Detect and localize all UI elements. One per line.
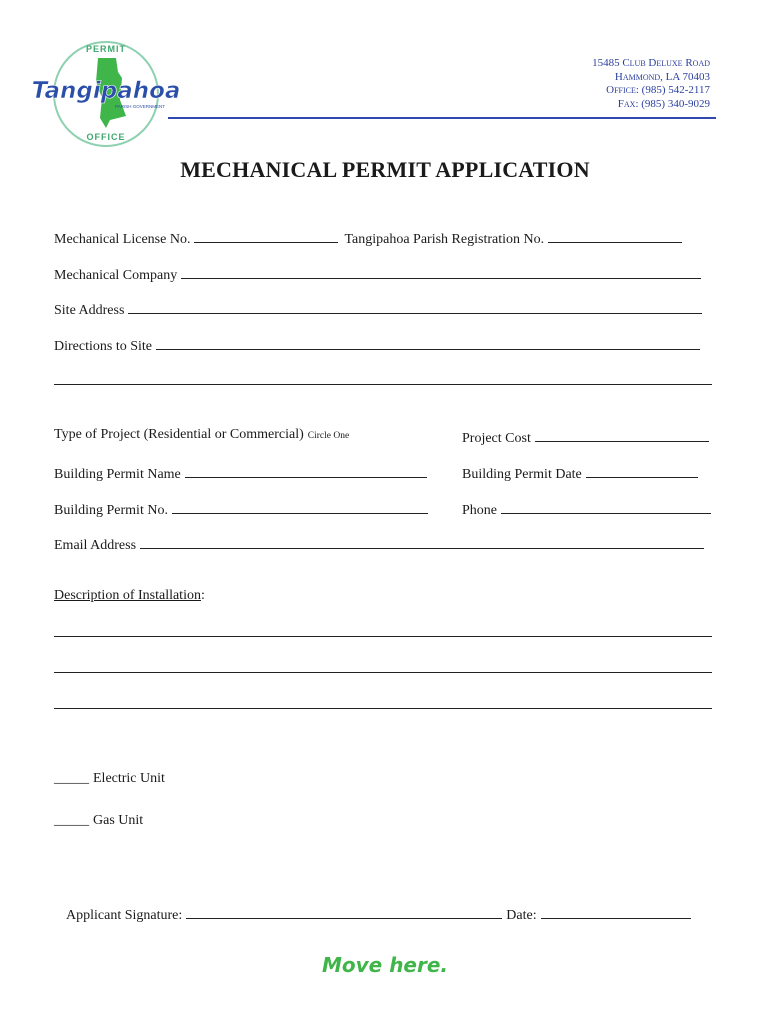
license-row <box>54 228 682 248</box>
parish-reg-label: Tangipahoa Parish Registration No. <box>344 232 545 247</box>
company-label: Mechanical Company <box>54 268 178 283</box>
circle-one-note: Circle One <box>307 431 350 441</box>
project-type-row <box>54 427 349 443</box>
bp-date-row <box>462 463 698 483</box>
office-address <box>592 57 710 111</box>
project-type-label: Type of Project (Residential or Commercial) <box>54 427 304 442</box>
company-field[interactable] <box>181 264 701 279</box>
bp-date-label: Building Permit Date <box>462 467 582 482</box>
bp-name-row <box>54 463 427 483</box>
directions-label: Directions to Site <box>54 339 152 354</box>
license-no-field[interactable] <box>194 228 338 243</box>
bp-date-field[interactable] <box>586 463 698 478</box>
phone-field[interactable] <box>501 499 711 514</box>
description-line-2[interactable] <box>54 672 712 673</box>
bp-no-label: Building Permit No. <box>54 503 168 518</box>
address-street: 15485 Club Deluxe Road <box>592 57 710 69</box>
project-cost-label: Project Cost <box>462 431 531 446</box>
tangipahoa-permit-office-logo <box>31 38 181 150</box>
site-address-label: Site Address <box>54 303 125 318</box>
phone-row <box>462 499 711 519</box>
electric-unit-label: Electric Unit <box>93 771 165 786</box>
address-city: Hammond, LA 70403 <box>614 70 710 83</box>
email-row <box>54 534 704 554</box>
address-fax: Fax: (985) 340-9029 <box>617 97 710 110</box>
bp-no-field[interactable] <box>172 499 428 514</box>
phone-label: Phone <box>462 503 497 518</box>
gas-unit-row[interactable] <box>54 813 143 829</box>
electric-unit-blank[interactable]: _____ <box>54 771 89 786</box>
bp-name-label: Building Permit Name <box>54 467 181 482</box>
email-field[interactable] <box>140 534 704 549</box>
logo-ring-bottom: OFFICE <box>86 132 126 142</box>
email-label: Email Address <box>54 538 137 553</box>
description-colon: : <box>200 588 205 603</box>
footer-slogan: Move here. <box>321 953 449 977</box>
logo-wordmark: Tangipahoa <box>31 78 181 104</box>
site-address-row <box>54 299 702 319</box>
license-no-label: Mechanical License No. <box>54 232 191 247</box>
move-here-logo <box>321 945 449 985</box>
logo-subtitle: PARISH GOVERNMENT <box>115 104 165 109</box>
directions-row <box>54 335 700 355</box>
description-label: Description of Installation <box>54 588 201 603</box>
gas-unit-blank[interactable]: _____ <box>54 813 89 828</box>
description-heading <box>54 588 205 604</box>
header-divider <box>168 117 716 119</box>
description-line-1[interactable] <box>54 636 712 637</box>
bp-no-row <box>54 499 428 519</box>
signature-row <box>66 904 691 924</box>
description-line-3[interactable] <box>54 708 712 709</box>
signature-field[interactable] <box>186 904 502 919</box>
project-cost-row <box>462 427 709 447</box>
bp-name-field[interactable] <box>185 463 427 478</box>
date-field[interactable] <box>541 904 691 919</box>
signature-label: Applicant Signature: <box>66 908 183 923</box>
electric-unit-row[interactable] <box>54 771 165 787</box>
site-address-field[interactable] <box>128 299 702 314</box>
project-cost-field[interactable] <box>535 427 709 442</box>
directions-extra-line[interactable] <box>54 384 712 385</box>
logo-ring-top: PERMIT <box>85 44 127 54</box>
company-row <box>54 264 701 284</box>
gas-unit-label: Gas Unit <box>93 813 144 828</box>
date-label: Date: <box>506 908 537 923</box>
parish-reg-field[interactable] <box>548 228 682 243</box>
directions-field[interactable] <box>156 335 700 350</box>
address-office-phone: Office: (985) 542-2117 <box>606 84 710 96</box>
page-title: MECHANICAL PERMIT APPLICATION <box>180 157 590 182</box>
